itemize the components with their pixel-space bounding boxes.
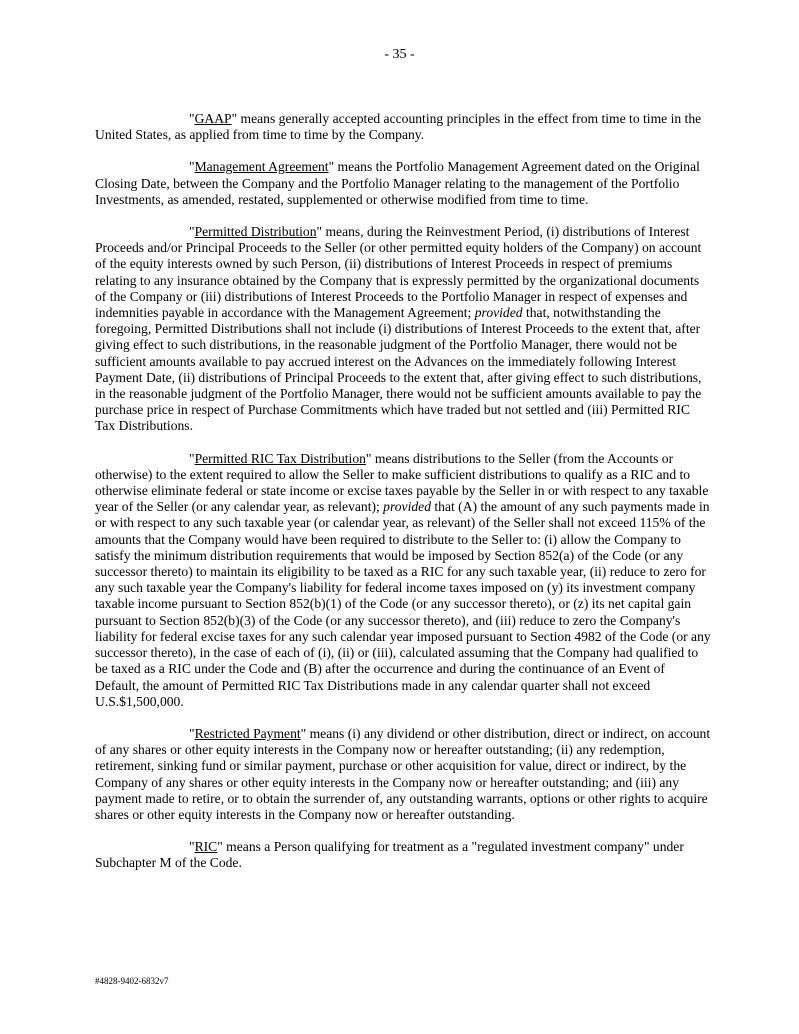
defined-term: Restricted Payment	[194, 725, 301, 741]
document-id-footer: #4828-9402-6832v7	[95, 976, 169, 986]
definition-emphasis: provided	[474, 305, 523, 321]
definition-gaap: "GAAP" means generally accepted accounting principles in the effect from time to time in the United States, as applied from time to time by the Company.	[95, 111, 702, 143]
defined-term: Permitted RIC Tax Distribution	[194, 450, 366, 466]
definition-text: " means distributions to the Seller (from the Accounts or otherwise) to the extent required to allow the Seller to make sufficient distributions to qualify as a RIC and to otherwise eliminate federal or state income or excise taxes payable by the Seller in or with respect to any taxable year of the Seller (or any calendar year, as relevant);	[95, 450, 709, 515]
definition-text: " means (i) any dividend or other distribution, direct or indirect, on account of any shares or other equity interests in the Company now or hereafter outstanding; (ii) any redemption, retirement, sinking fund or similar payment, purchase or other acquisition for value, direct or indirect, by the Company of any shares or other equity interests in the Company now or hereafter outstanding; and (iii) any payment made to retire, or to obtain the surrender of, any outstanding warrants, options or other rights to acquire shares or other equity interests in the Company now or hereafter outstanding.	[95, 725, 711, 822]
defined-term: RIC	[194, 839, 218, 855]
defined-term: Permitted Distribution	[194, 224, 317, 240]
definition-permitted-distribution: "Permitted Distribution" means, during the Reinvestment Period, (i) distributions of Interest Proceeds and/or Principal Proceeds to the Seller (or other permitted equity holders of the Company) on account of the equity interests owned by such Person, (ii) distributions of Interest Proceeds in respect of premiums relating to any insurance obtained by the Company that is expressly permitted by the organizational documents of the Company or (iii) distributions of Interest Proceeds to the Portfolio Manager in respect of expenses and indemnities payable in accordance with the Management Agreement; provided that, notwithstanding the foregoing, Permitted Distributions shall not include (i) distributions of Interest Proceeds to the extent that, after giving effect to such distributions, in the reasonable judgment of the Portfolio Manager, there would not be sufficient amounts available to pay accrued interest on the Advances on the immediately following Interest Payment Date, (ii) distributions of Principal Proceeds to the extent that, after giving effect to such distributions, in the reasonable judgment of the Portfolio Manager, there would not be sufficient amounts available to pay the purchase price in respect of Purchase Commitments which have traded but not settled and (iii) Permitted RIC Tax Distributions.	[95, 224, 702, 434]
document-body	[95, 111, 711, 888]
definition-permitted-ric-tax-distribution: "Permitted RIC Tax Distribution" means distributions to the Seller (from the Accounts or otherwise) to the extent required to allow the Seller to make sufficient distributions to qualify as a RIC and to otherwise eliminate federal or state income or excise taxes payable by the Seller in or with respect to any taxable year of the Seller (or any calendar year, as relevant); provided that (A) the amount of any such payments made in or with respect to any such taxable year (or calendar year, as relevant) of the Seller shall not exceed 115% of the amounts that the Company would have been required to distribute to the Seller to: (i) allow the Company to satisfy the minimum distribution requirements that would be imposed by Section 852(a) of the Code (or any successor thereto) to maintain its eligibility to be taxed as a RIC for any such taxable year, (ii) reduce to zero for any such taxable year the Company's liability for federal income taxes imposed on (y) its investment company taxable income pursuant to Section 852(b)(1) of the Code (or any successor thereto), or (z) its net capital gain pursuant to Section 852(b)(3) of the Code (or any successor thereto), and (iii) reduce to zero the Company's liability for federal excise taxes for any such calendar year imposed pursuant to Section 4982 of the Code (or any successor thereto), in the case of each of (i), (ii) or (iii), calculated assuming that the Company had qualified to be taxed as a RIC under the Code and (B) after the occurrence and during the continuance of an Event of Default, the amount of Permitted RIC Tax Distributions made in any calendar quarter shall not exceed U.S.$1,500,000.	[95, 450, 711, 709]
defined-term: Management Agreement	[194, 159, 329, 175]
page-number: - 35 -	[384, 47, 415, 62]
definition-text: " means, during the Reinvestment Period, (i) distributions of Interest Proceeds and/or Principal Proceeds to the Seller (or other permitted equity holders of the Company) on account of the equity interests owned by such Person, (ii) distributions of Interest Proceeds in respect of premiums relating to any insurance obtained by the Company that is expressly permitted by the organizational documents of the Company or (iii) distributions of Interest Proceeds to the Portfolio Manager in respect of expenses and indemnities payable in accordance with the Management Agreement;	[95, 224, 702, 321]
definition-text: " means generally accepted accounting principles in the effect from time to time in the United States, as applied from time to time by the Company.	[95, 111, 702, 143]
definition-text-continued: that, notwithstanding the foregoing, Permitted Distributions shall not include (i) distributions of Interest Proceeds to the extent that, after giving effect to such distributions, in the reasonable judgment of the Portfolio Manager, there would not be sufficient amounts available to pay accrued interest on the Advances on the immediately following Interest Payment Date, (ii) distributions of Principal Proceeds to the extent that, after giving effect to such distributions, in the reasonable judgment of the Portfolio Manager, there would not be sufficient amounts available to pay the purchase price in respect of Purchase Commitments which have traded but not settled and (iii) Permitted RIC Tax Distributions.	[95, 305, 702, 434]
definition-ric: "RIC" means a Person qualifying for treatment as a "regulated investment company" under Subchapter M of the Code.	[95, 839, 684, 871]
defined-term: GAAP	[194, 111, 232, 126]
definition-text: " means a Person qualifying for treatment as a "regulated investment company" under Subchapter M of the Code.	[95, 839, 684, 871]
definition-management-agreement: "Management Agreement" means the Portfolio Management Agreement dated on the Original Closing Date, between the Company and the Portfolio Manager relating to the management of the Portfolio Investments, as amended, restated, supplemented or otherwise modified from time to time.	[95, 159, 700, 207]
definition-restricted-payment: "Restricted Payment" means (i) any dividend or other distribution, direct or indirect, on account of any shares or other equity interests in the Company now or hereafter outstanding; (ii) any redemption, retirement, sinking fund or similar payment, purchase or other acquisition for value, direct or indirect, by the Company of any shares or other equity interests in the Company now or hereafter outstanding; and (iii) any payment made to retire, or to obtain the surrender of, any outstanding warrants, options or other rights to acquire shares or other equity interests in the Company now or hereafter outstanding.	[95, 725, 711, 822]
definition-text-continued: that (A) the amount of any such payments made in or with respect to any such taxable year (or calendar year, as relevant) of the Seller shall not exceed 115% of the amounts that the Company would have been required to distribute to the Seller to: (i) allow the Company to satisfy the minimum distribution requirements that would be imposed by Section 852(a) of the Code (or any successor thereto) to maintain its eligibility to be taxed as a RIC for any such taxable year, (ii) reduce to zero for any such taxable year the Company's liability for federal income taxes imposed on (y) its investment company taxable income pursuant to Section 852(b)(1) of the Code (or any successor thereto), or (z) its net capital gain pursuant to Section 852(b)(3) of the Code (or any successor thereto), and (iii) reduce to zero the Company's liability for federal excise taxes for any such calendar year imposed pursuant to Section 4982 of the Code (or any successor thereto), in the case of each of (i), (ii) or (iii), calculated assuming that the Company had qualified to be taxed as a RIC under the Code and (B) after the occurrence and during the continuance of an Event of Default, the amount of Permitted RIC Tax Distributions made in any calendar quarter shall not exceed U.S.$1,500,000.	[95, 499, 711, 709]
definition-text: " means the Portfolio Management Agreement dated on the Original Closing Date, between the Company and the Portfolio Manager relating to the management of the Portfolio Investments, as amended, restated, supplemented or otherwise modified from time to time.	[95, 159, 700, 207]
definition-emphasis: provided	[383, 499, 431, 515]
